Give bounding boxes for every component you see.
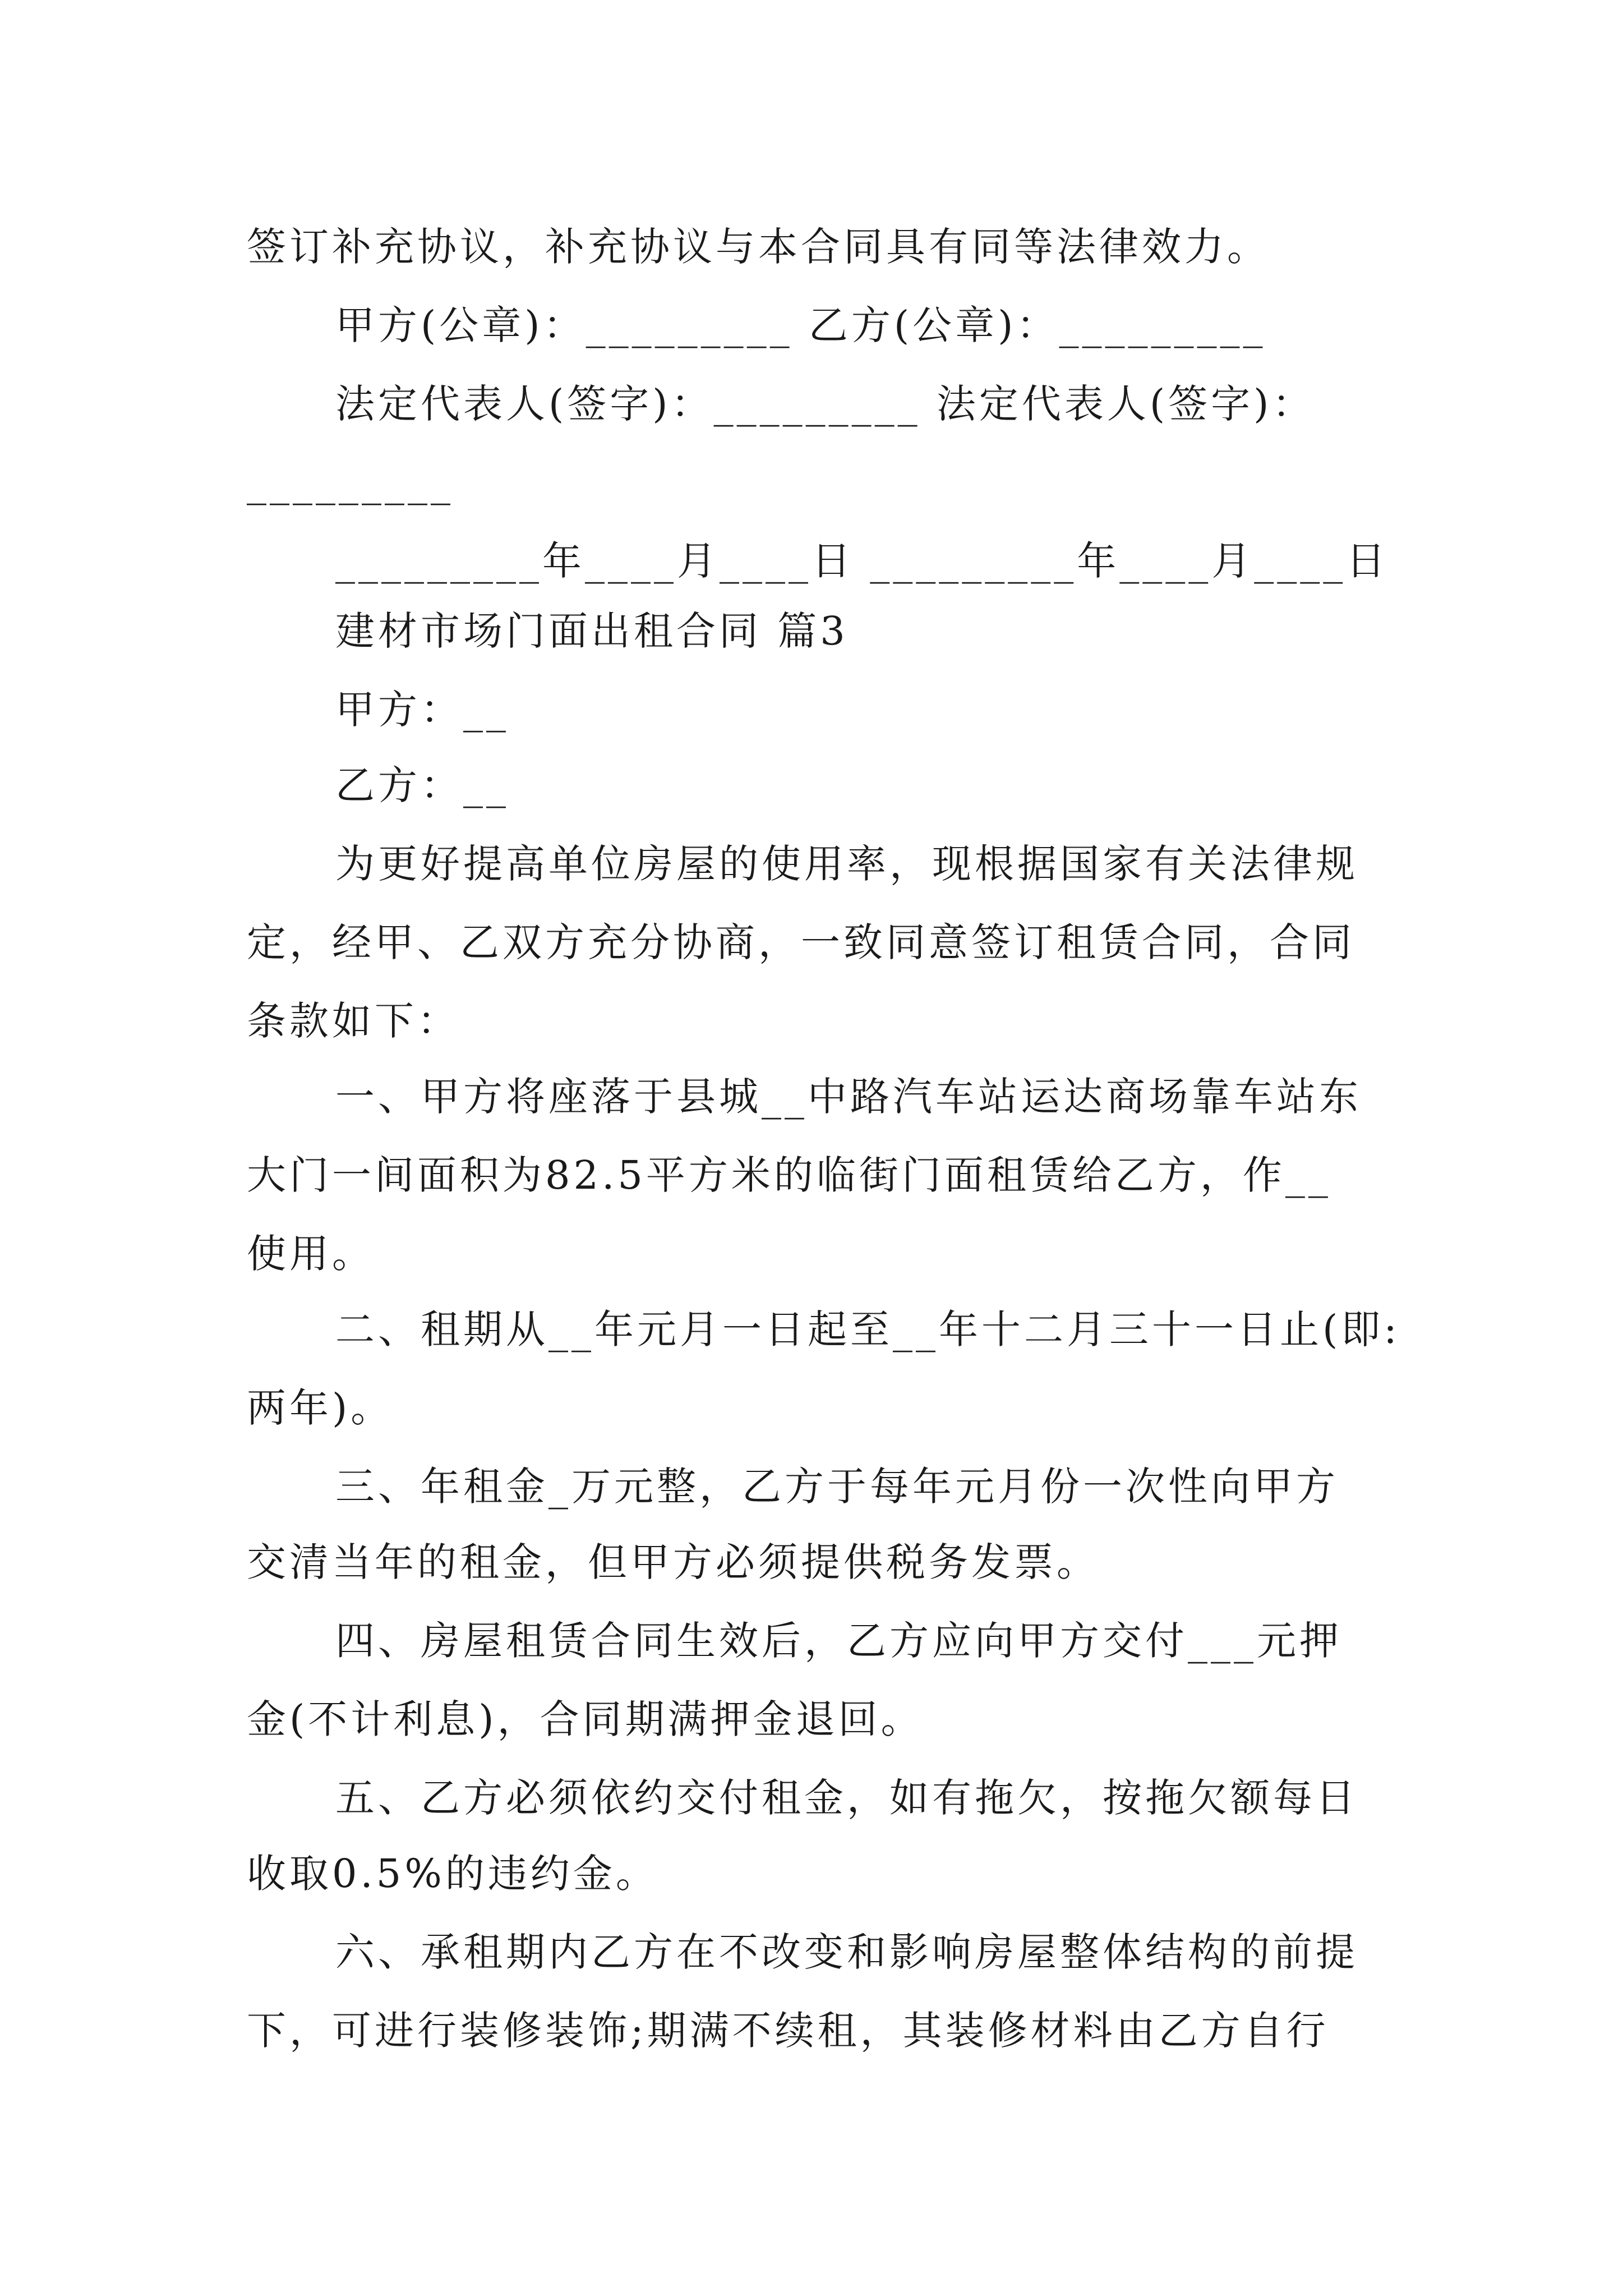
text-line: 五、乙方必须依约交付租金，如有拖欠，按拖欠额每日 xyxy=(335,1775,1358,1821)
text-line: 交清当年的租金，但甲方必须提供税务发票。 xyxy=(247,1539,1099,1585)
text-line: 六、承租期内乙方在不改变和影响房屋整体结构的前提 xyxy=(335,1929,1358,1975)
text-line: 法定代表人(签字)：_________ 法定代表人(签字)： xyxy=(335,381,1315,427)
text-line: 二、租期从__年元月一日起至__年十二月三十一日止(即: xyxy=(335,1306,1400,1352)
text-line: 两年)。 xyxy=(247,1385,394,1431)
text-line: 甲方(公章)：_________ 乙方(公章)：_________ xyxy=(335,302,1266,348)
text-line: 大门一间面积为82.5平方米的临街门面租赁给乙方，作__ xyxy=(247,1152,1331,1198)
text-line: 金(不计利息)，合同期满押金退回。 xyxy=(247,1696,924,1742)
party-a-label: 甲方：__ xyxy=(335,687,509,733)
text-line: 定，经甲、乙双方充分协商，一致同意签订租赁合同，合同 xyxy=(247,919,1355,965)
party-b-label: 乙方：__ xyxy=(335,762,509,808)
text-line: 一、甲方将座落于县城__中路汽车站运达商场靠车站东 xyxy=(335,1074,1362,1120)
text-line: 条款如下： xyxy=(247,998,460,1044)
text-line: 使用。 xyxy=(247,1231,375,1277)
section-heading: 建材市场门面出租合同 篇3 xyxy=(335,608,849,654)
text-line: 下，可进行装修装饰;期满不续租，其装修材料由乙方自行 xyxy=(247,2008,1329,2054)
text-line: 签订补充协议，补充协议与本合同具有同等法律效力。 xyxy=(247,224,1270,270)
text-line: _________年____月____日 _________年____月____日 xyxy=(335,538,1389,584)
text-line: 三、年租金_万元整，乙方于每年元月份一次性向甲方 xyxy=(335,1464,1339,1510)
text-line: 为更好提高单位房屋的使用率，现根据国家有关法律规 xyxy=(335,841,1358,887)
text-line: 四、房屋租赁合同生效后，乙方应向甲方交付___元押 xyxy=(335,1618,1342,1664)
text-line: 收取0.5%的违约金。 xyxy=(247,1851,658,1897)
text-line: _________ xyxy=(247,459,454,505)
